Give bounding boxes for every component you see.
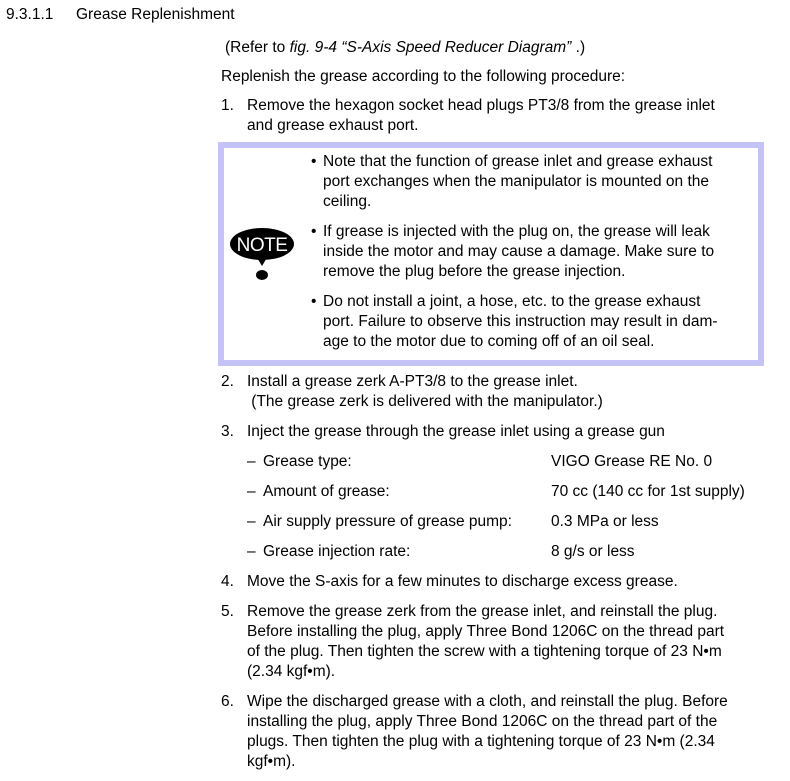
spec-label: Grease type: [263,453,352,470]
step-line: (2.34 kgf•m). [247,663,336,680]
note-icon-label: NOTE [236,235,288,256]
step-line: Wipe the discharged grease with a cloth, and reinstall the plug. Before [247,693,728,710]
spec-value: 0.3 MPa or less [551,513,659,530]
step-line: kgf•m). [247,753,296,770]
step-number: 2. [221,373,234,390]
bullet-dot: • [311,223,317,240]
step-text [247,602,767,682]
spec-label: Grease injection rate: [263,543,411,560]
note-line: port exchanges when the manipulator is mounted on the [323,173,710,190]
note-line: Do not install a joint, a hose, etc. to the grease exhaust [323,293,701,310]
step-line: Inject the grease through the grease inlet using a grease gun [247,423,665,440]
step-text [247,96,767,136]
note-line: Note that the function of grease inlet and grease exhaust [323,153,713,170]
step-line: and grease exhaust port. [247,117,419,134]
step-text [247,572,767,592]
section-title: Grease Replenishment [76,6,235,23]
step-text [247,692,767,772]
note-line: port. Failure to observe this instruction may result in dam- [323,313,718,330]
note-line: age to the motor due to coming off of an oil seal. [323,333,655,350]
section-number: 9.3.1.1 [6,6,54,23]
refer-diagram: “S-Axis Speed Reducer Diagram” [341,39,572,56]
procedure-intro: Replenish the grease according to the following procedure: [221,68,626,85]
note-line: ceiling. [323,193,372,210]
figure-reference [225,38,585,58]
spec-label: Amount of grease: [263,483,390,500]
spec-value: VIGO Grease RE No. 0 [551,453,713,470]
step-line: of the plug. Then tighten the screw with a tightening torque of 23 N•m [247,643,722,660]
bullet-dot: • [311,153,317,170]
spec-value: 70 cc (140 cc for 1st supply) [551,483,745,500]
spec-dash: – [247,453,256,470]
note-line: inside the motor and may cause a damage. Make sure to [323,243,715,260]
step-line: installing the plug, apply Three Bond 1206C on the thread part of the [247,713,718,730]
note-icon [228,226,296,282]
step-number: 3. [221,423,234,440]
step-number: 4. [221,573,234,590]
spec-dash: – [247,513,256,530]
note-line: If grease is injected with the plug on, the grease will leak [323,223,710,240]
step-line: Install a grease zerk A-PT3/8 to the grease inlet. [247,373,578,390]
step-text [247,372,767,412]
step-line: (The grease zerk is delivered with the manipulator.) [247,393,603,410]
note-bullet-text [323,222,763,282]
spec-dash: – [247,543,256,560]
note-bullet-text [323,152,763,212]
step-line: Before installing the plug, apply Three Bond 1206C on the thread part [247,623,725,640]
spec-label: Air supply pressure of grease pump: [263,513,512,530]
note-bullet-text [323,292,763,352]
refer-prefix: (Refer to [225,39,290,56]
step-number: 6. [221,693,234,710]
step-line: Remove the grease zerk from the grease inlet, and reinstall the plug. [247,603,718,620]
refer-suffix: .) [571,39,586,56]
bullet-dot: • [311,293,317,310]
step-line: Move the S-axis for a few minutes to discharge excess grease. [247,573,678,590]
step-line: plugs. Then tighten the plug with a tightening torque of 23 N•m (2.34 [247,733,715,750]
step-number: 1. [221,97,234,114]
spec-dash: – [247,483,256,500]
step-number: 5. [221,603,234,620]
note-line: remove the plug before the grease injection. [323,263,626,280]
step-text [247,422,767,442]
refer-figure: fig. 9-4 [289,39,337,56]
step-line: Remove the hexagon socket head plugs PT3/8 from the grease inlet [247,97,715,114]
spec-value: 8 g/s or less [551,543,635,560]
